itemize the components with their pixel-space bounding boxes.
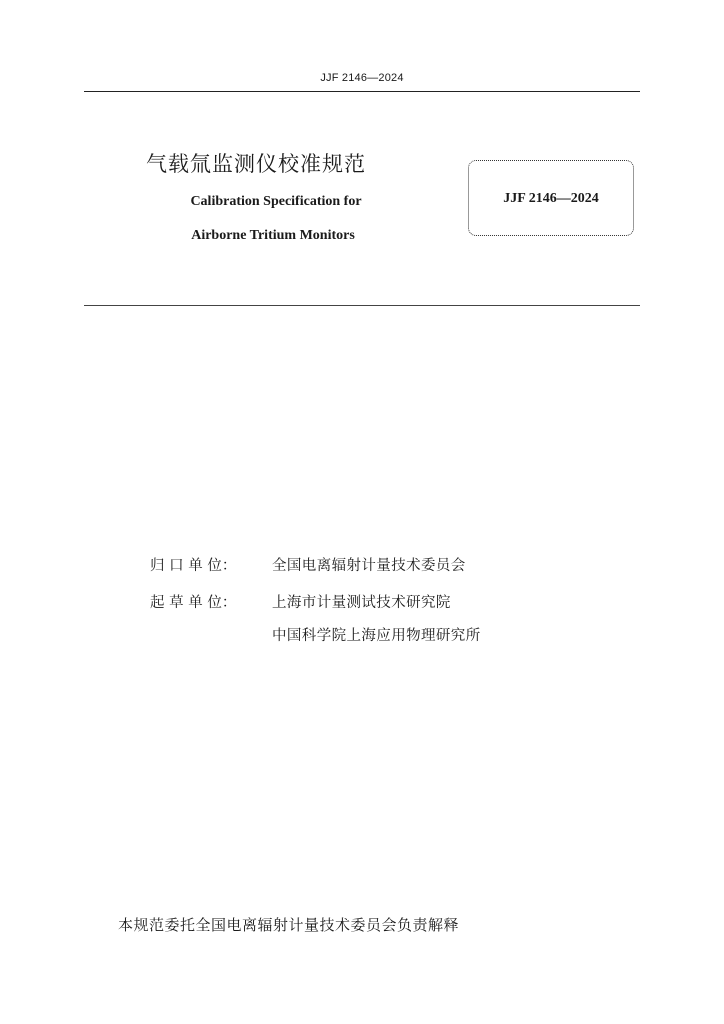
title-chinese: 气载氚监测仪校准规范 bbox=[146, 152, 366, 176]
section-divider bbox=[84, 305, 640, 306]
drafting-unit-row bbox=[150, 591, 451, 612]
responsible-unit-label: 归 口 单 位： bbox=[150, 558, 237, 574]
drafting-unit-value-1: 上海市计量测试技术研究院 bbox=[272, 595, 451, 611]
responsible-unit-value: 全国电离辐射计量技术委员会 bbox=[272, 558, 466, 574]
header-rule bbox=[84, 91, 640, 92]
standard-code-box bbox=[468, 160, 634, 236]
standard-code-box-text: JJF 2146—2024 bbox=[503, 191, 599, 206]
drafting-unit-row-2 bbox=[150, 624, 481, 645]
drafting-unit-label: 起 草 单 位： bbox=[150, 595, 237, 611]
responsible-unit-row bbox=[150, 554, 466, 575]
title-english-line2: Airborne Tritium Monitors bbox=[191, 228, 355, 243]
footer-note: 本规范委托全国电离辐射计量技术委员会负责解释 bbox=[118, 916, 460, 934]
header-standard-code: JJF 2146—2024 bbox=[320, 72, 404, 84]
title-english-line1: Calibration Specification for bbox=[190, 194, 362, 209]
drafting-unit-value-2: 中国科学院上海应用物理研究所 bbox=[272, 628, 481, 644]
